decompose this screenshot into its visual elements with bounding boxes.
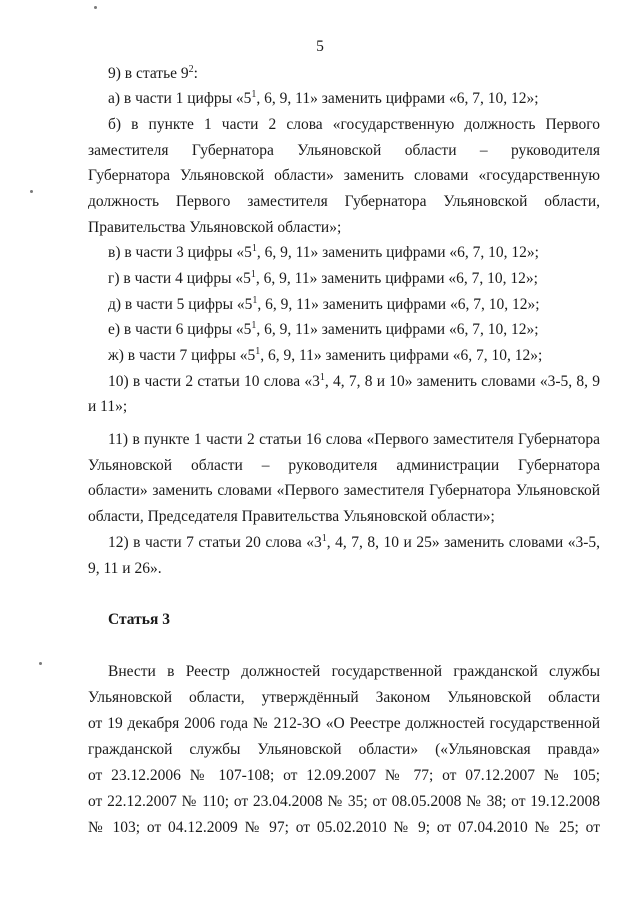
superscript: 1 (251, 243, 257, 254)
text-line: 9, 11 и 26». (88, 560, 162, 577)
superscript: 1 (251, 320, 257, 331)
text-line: № 103; от 04.12.2009 № 97; от 05.02.2010 № 9; от 07.04.2010 № 25; от (88, 819, 600, 836)
text-line: в) в части 3 цифры «$5^1$, 6, 9, 11» заменить цифрами «6, 7, 10, 12»; (108, 243, 539, 261)
scan-speck (94, 6, 97, 9)
text-line: д) в части 5 цифры «$5^1$, 6, 9, 11» заменить цифрами «6, 7, 10, 12»; (108, 295, 540, 313)
superscript: 2 (188, 64, 194, 75)
text-line: Ульяновской области – руководителя администрации Губернатора (88, 457, 600, 474)
superscript: 1 (251, 89, 257, 100)
text-line: а) в части 1 цифры «$5^1$, 6, 9, 11» заменить цифрами «6, 7, 10, 12»; (108, 89, 539, 107)
superscript: 1 (321, 533, 327, 544)
article-heading: Статья 3 (108, 611, 170, 628)
text-line: ж) в части 7 цифры «$5^1$, 6, 9, 11» заменить цифрами «6, 7, 10, 12»; (108, 346, 543, 364)
text-line: и 11»; (88, 398, 128, 415)
text-line: Внести в Реестр должностей государственной гражданской службы (108, 663, 600, 680)
text-line: области» заменить словами «Первого заместителя Губернатора Ульяновской (88, 482, 600, 499)
text-line: Ульяновской области, утверждённый Законом Ульяновской области (88, 689, 600, 706)
text-line: 12) в части 7 статьи 20 слова «$3^1$, 4, 7, 8, 10 и 25» заменить словами «3-5, (108, 533, 600, 551)
text-line: области, Председателя Правительства Ульяновской области»; (88, 508, 495, 525)
text-line: гражданской службы Ульяновской области» («Ульяновская правда» (88, 741, 600, 758)
text-line: от 19 декабря 2006 года № 212-ЗО «О Реестре должностей государственной (88, 715, 600, 732)
superscript: 1 (252, 295, 258, 306)
text-line: Губернатора Ульяновской области» заменить словами «государственную (88, 167, 600, 184)
text-line: 9) в статье $9^2$: (108, 64, 198, 82)
text-line: б) в пункте 1 части 2 слова «государственную должность Первого (108, 116, 600, 133)
text-line: е) в части 6 цифры «$5^1$, 6, 9, 11» заменить цифрами «6, 7, 10, 12»; (108, 320, 539, 338)
text-line: заместителя Губернатора Ульяновской области – руководителя (88, 142, 600, 159)
superscript: 1 (319, 372, 325, 383)
text-line: 10) в части 2 статьи 10 слова «$3^1$, 4, 7, 8 и 10» заменить словами «3-5, 8, 9 (108, 372, 600, 390)
superscript: 1 (255, 346, 261, 357)
superscript: 1 (250, 269, 256, 280)
text-line: 11) в пункте 1 части 2 статьи 16 слова «Первого заместителя Губернатора (108, 431, 600, 448)
text-line: г) в части 4 цифры «$5^1$, 6, 9, 11» заменить цифрами «6, 7, 10, 12»; (108, 269, 538, 287)
scan-speck (39, 662, 42, 665)
scan-speck (30, 190, 33, 193)
text-line: Правительства Ульяновской области»; (88, 219, 342, 236)
text-line: должность Первого заместителя Губернатора Ульяновской области, (88, 193, 600, 210)
page-number: 5 (316, 38, 324, 55)
text-line: от 23.12.2006 № 107-108; от 12.09.2007 № 77; от 07.12.2007 № 105; (88, 767, 600, 784)
text-line: от 22.12.2007 № 110; от 23.04.2008 № 35; от 08.05.2008 № 38; от 19.12.2008 (88, 793, 600, 810)
